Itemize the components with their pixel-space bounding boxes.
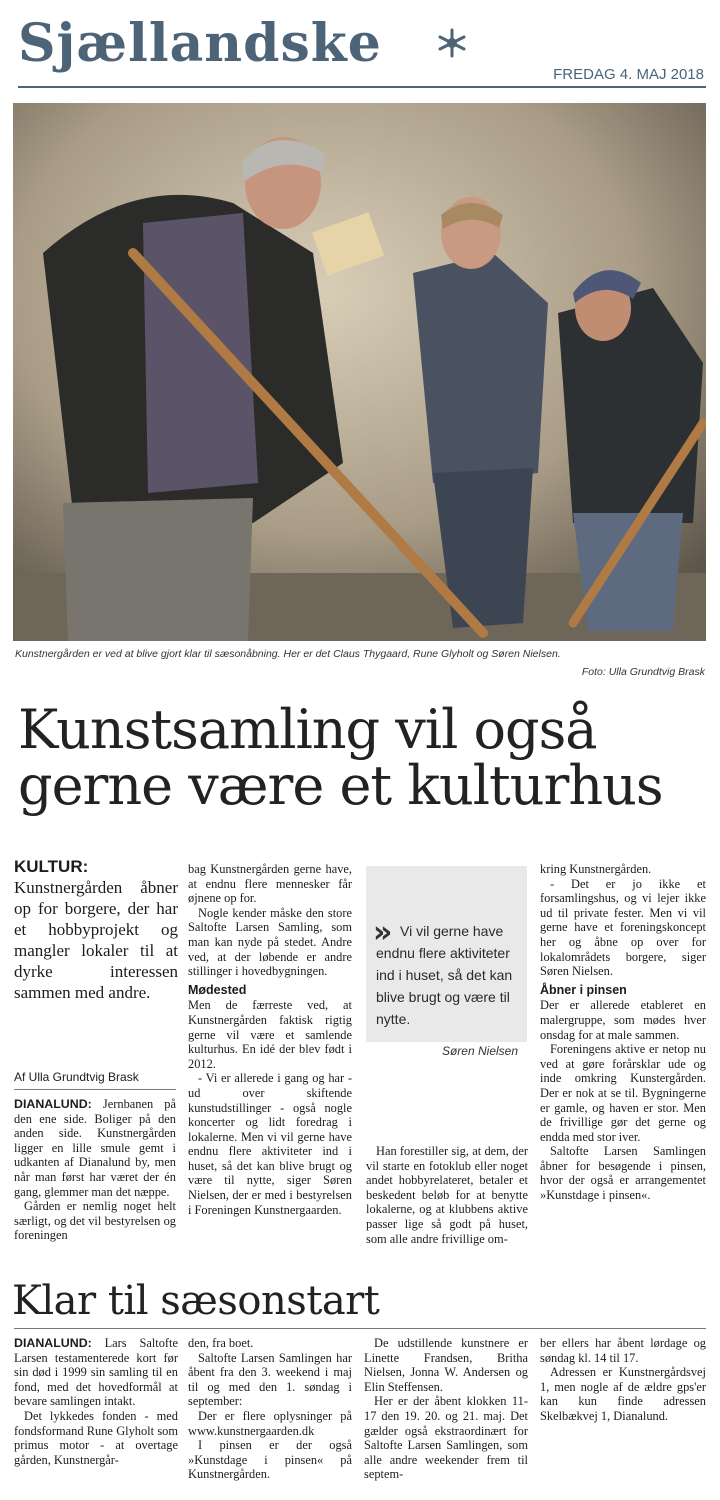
paragraph: Adressen er Kunstnergårdsvej 1, men nogle af de ældre gps'er kan kun finde adressen Skelbækvej 1, Dianalund. xyxy=(540,1365,706,1423)
pull-quote: Vi vil gerne have endnu flere aktiviteter ind i huset, så det kan blive brugt og være til nytte. xyxy=(376,923,513,1027)
article-column-4 xyxy=(540,862,706,1203)
article-headline xyxy=(18,698,708,817)
paragraph: Foreningens aktive er netop nu ved at gøre forårsklar ude og inde omkring Kunstergården. Der er nok at se til. Bygningerne er gamle, og haven er stor. Men de frivillige gør det gerne og endda med stor iver. xyxy=(540,1042,706,1144)
paragraph: Nogle kender måske den store Saltofte Larsen Samling, som man kan nyde på stedet. Andre ved, at der løbende er andre stillinger i hovedbygningen. xyxy=(188,905,352,979)
pull-quote-author: Søren Nielsen xyxy=(441,1044,518,1058)
paragraph: Gården er nemlig noget helt særligt, og det vil bestyrelsen og foreningen xyxy=(14,1199,176,1243)
byline-rule xyxy=(14,1089,176,1090)
paragraph: Der er allerede etableret en malergruppe, som mødes hver onsdag for at male sammen. xyxy=(540,998,706,1042)
paragraph: kring Kunstnergården. xyxy=(540,862,652,876)
paragraph: Lars Saltofte Larsen testamenterede kort før sin død i 1999 sin samling til en fond, med det hovedformål at bevare samlingen intakt. xyxy=(14,1336,178,1409)
article-column-2 xyxy=(188,862,352,1217)
article-photo xyxy=(13,103,706,641)
article-column-1 xyxy=(14,1097,176,1243)
paragraph: bag Kunstnergården gerne have, at endnu flere mennesker får øjnene op for. xyxy=(188,862,352,906)
paragraph: ber ellers har åbent lørdage og søndag kl. 14 til 17. xyxy=(540,1336,706,1365)
sidebar-column-1 xyxy=(14,1336,178,1467)
headline-line-1: Kunstsamling vil også xyxy=(18,698,597,761)
paragraph: Her er der åbent klokken 11-17 den 19. 20. og 21. maj. Det gælder også ekstraordinært for Saltofte Larsen Samlingen, som alle andre weekender frem til septem- xyxy=(364,1394,528,1482)
quote-mark-icon: » xyxy=(373,915,393,950)
sidebar-column-2 xyxy=(188,1336,352,1482)
photo-credit: Foto: Ulla Grundtvig Brask xyxy=(581,666,705,678)
sidebar-headline: Klar til sæsonstart xyxy=(12,1278,380,1324)
paragraph: I pinsen er der også »Kunstdage i pinsen« på Kunstnergården. xyxy=(188,1438,352,1482)
article-lead: Kunstnergården åbner op for borgere, der har et hobbyprojekt og mangler lokaler til at dyrke interessen sammen med andre. xyxy=(14,878,178,1002)
paragraph: Der er flere oplysninger på www.kunstnergaarden.dk xyxy=(188,1408,352,1438)
issue-date: FREDAG 4. MAJ 2018 xyxy=(553,66,704,83)
masthead-title: Sjællandske xyxy=(18,13,382,74)
article-kicker: KULTUR: xyxy=(14,857,89,876)
subheading: Mødested xyxy=(188,982,247,997)
article-byline: Af Ulla Grundtvig Brask xyxy=(14,1070,139,1084)
paragraph: den, fra boet. xyxy=(188,1336,254,1350)
paragraph: Men de færreste ved, at Kunstnergården faktisk rigtig gerne vil være et samlende kulturhus. En idé der blev født i 2012. xyxy=(188,998,352,1071)
sidebar-column-3 xyxy=(364,1336,528,1482)
snowflake-logo-icon xyxy=(437,28,467,58)
sidebar-rule xyxy=(14,1328,706,1329)
subheading: Åbner i pinsen xyxy=(540,982,627,997)
paragraph: Saltofte Larsen Samlingen har åbent fra den 3. weekend i maj til og med den 1. søndag i september: xyxy=(188,1350,352,1409)
photo-caption: Kunstnergården er ved at blive gjort klar til sæsonåbning. Her er det Claus Thygaard, Rune Glyholt og Søren Nielsen. xyxy=(15,648,561,660)
paragraph: Saltofte Larsen Samlingen åbner for besøgende i pinsen, hvor der også er arrangementet »Kunstdage i pinsen«. xyxy=(540,1144,706,1203)
paragraph: Han forestiller sig, at dem, der vil starte en fotoklub eller noget andet hobbyrelateret, betaler et beskedent beløb for at benytte lokalerne, og at klubbens aktive passer lige så godt på huset, som alle andre frivillige om- xyxy=(366,1144,528,1246)
paragraph: De udstillende kunstnere er Linette Frandsen, Britha Nielsen, Jonna W. Andersen og Elin Steffensen. xyxy=(364,1336,528,1394)
article-lead-block xyxy=(14,856,178,1003)
paragraph: - Det er jo ikke et forsamlingshus, og vi lejer ikke ud til private fester. Men vi vil gerne have et foreningskoncept her og åbne op over for lokalområdets borgere, siger Søren Nielsen. xyxy=(540,876,706,979)
paragraph: Jernbanen på den ene side. Boliger på den anden side. Kunstnergården ligger en lille smule gemt i udkanten af Dianalund by, men når man først har været der én gang, glemmer man det næppe. xyxy=(14,1097,176,1199)
headline-line-2: gerne være et kulturhus xyxy=(18,754,663,817)
sidebar-dateline: DIANALUND: xyxy=(14,1336,92,1350)
sidebar-column-4 xyxy=(540,1336,706,1424)
paragraph: - Vi er allerede i gang og har - ud over skiftende kunstudstillinger - også nogle koncerter og lidt foredrag i lokalerne. Men vi vil gerne have endnu flere aktiviteter ind i huset, så det kan blive brugt og være til nytte, siger Søren Nielsen, der er med i bestyrelsen i Foreningen Kunstnergaarden. xyxy=(188,1071,352,1217)
article-dateline: DIANALUND: xyxy=(14,1097,92,1111)
paragraph: Det lykkedes fonden - med fondsformand Rune Glyholt som primus motor - at overtage gården, Kunstnergår- xyxy=(14,1408,178,1467)
article-column-3 xyxy=(366,1144,528,1246)
masthead-rule xyxy=(18,86,706,88)
